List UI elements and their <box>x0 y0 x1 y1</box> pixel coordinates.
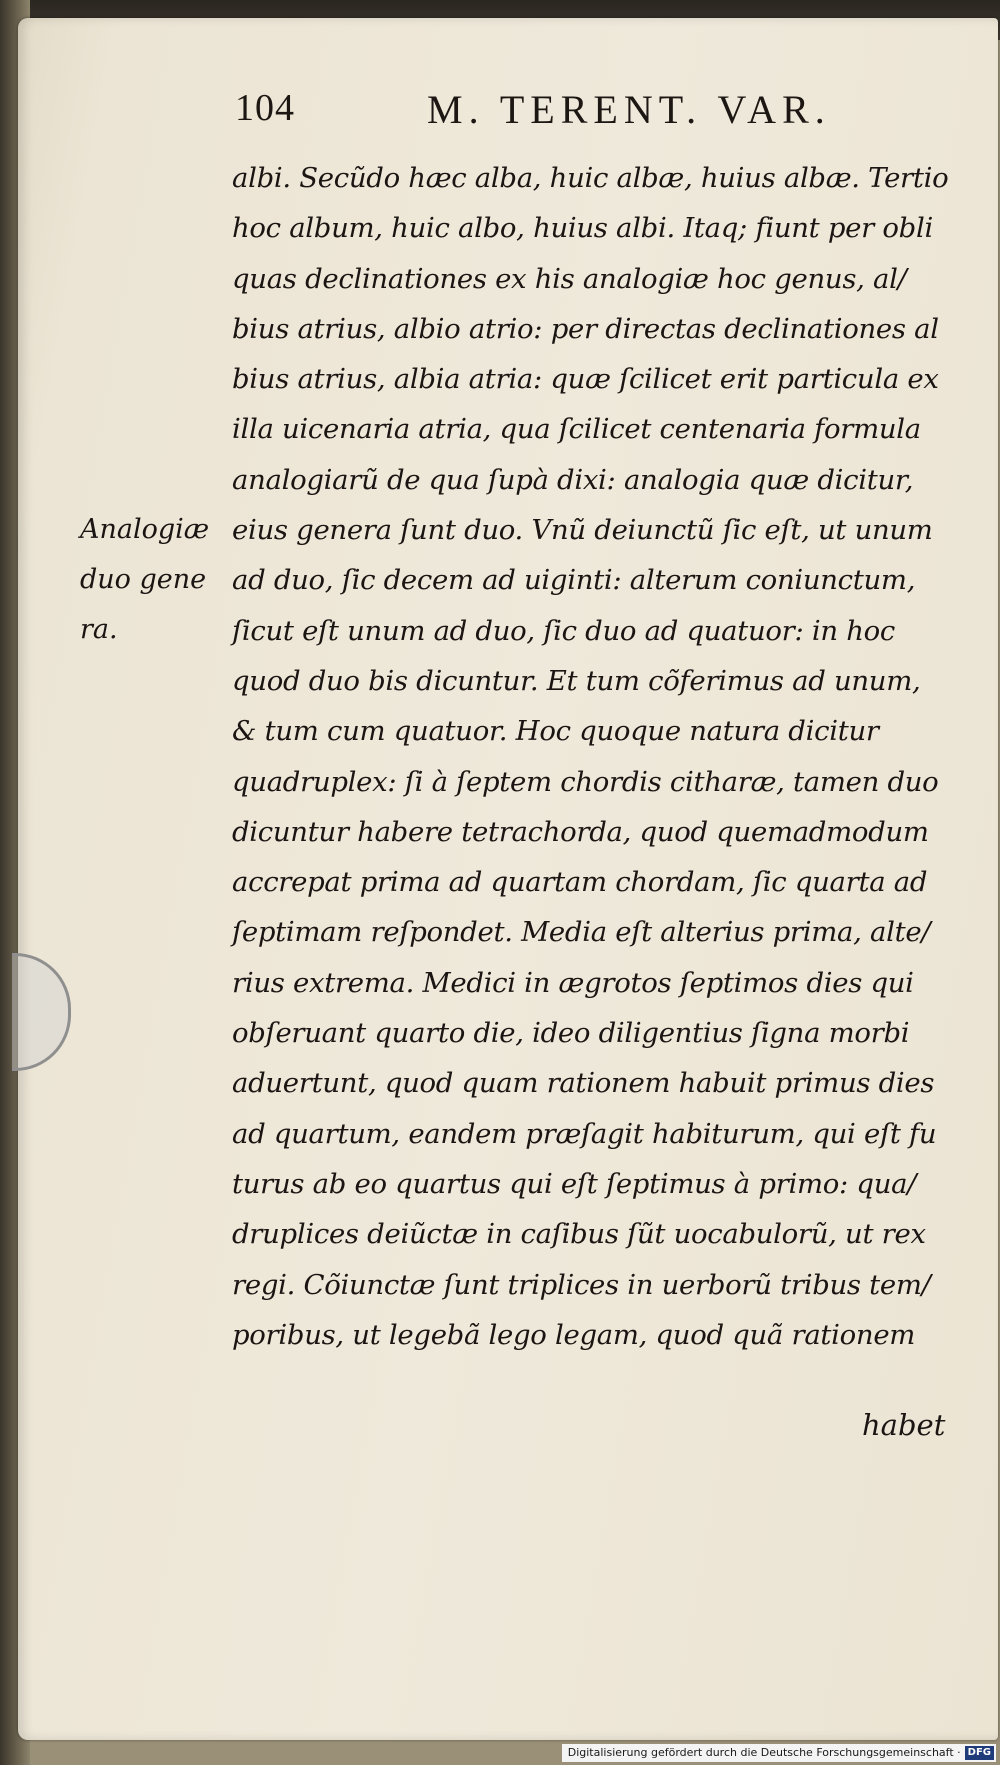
marginal-note-line: ra. <box>80 614 118 645</box>
body-text <box>232 153 962 1360</box>
text-line: quadruplex: ſi à ſeptem chordis citharæ, tamen duo <box>232 765 939 798</box>
text-line: obſeruant quarto die, ideo diligentius ſigna morbi <box>232 1017 910 1050</box>
text-line: regi. Cõiunctæ ſunt triplices in uerborũ tribus tem/ <box>232 1268 931 1301</box>
text-line: rius extrema. Medici in ægrotos ſeptimos dies qui <box>232 966 914 999</box>
footer-text: Digitalisierung gefördert durch die Deutsche Forschungsgemeinschaft · <box>567 1746 961 1759</box>
marginal-note-line: Analogiæ <box>80 514 210 545</box>
text-line: & tum cum quatuor. Hoc quoque natura dicitur <box>232 715 879 748</box>
marginal-note <box>80 505 230 655</box>
text-line: accrepat prima ad quartam chordam, ſic quarta ad <box>232 866 928 899</box>
page-number: 104 <box>235 87 295 129</box>
running-head <box>235 86 865 146</box>
text-line: quod duo bis dicuntur. Et tum cõferimus ad unum, <box>232 664 921 697</box>
text-line: eius genera ſunt duo. Vnũ deiunctũ ſic eſt, ut unum <box>232 514 933 547</box>
text-line: poribus, ut legebã lego legam, quod quã rationem <box>232 1318 916 1351</box>
text-line: ad quartum, eandem præſagit habiturum, qui eſt fu <box>232 1117 937 1150</box>
text-line: hoc album, huic albo, huius albi. Itaq; fiunt per obli <box>232 212 933 245</box>
text-line: turus ab eo quartus qui eſt ſeptimus à primo: qua/ <box>232 1167 917 1200</box>
text-line: albi. Secũdo hæc alba, huic albæ, huius albæ. Tertio <box>232 162 949 194</box>
text-line: ſeptimam reſpondet. Media eſt alterius prima, alte/ <box>232 916 931 949</box>
text-line: dicuntur habere tetrachorda, quod quemadmodum <box>232 815 929 848</box>
text-line: quas declinationes ex his analogiæ hoc genus, al/ <box>232 262 907 295</box>
catchword: habet <box>862 1408 946 1442</box>
text-line: bius atrius, albio atrio: per directas declinationes al <box>232 312 939 345</box>
text-line: druplices deiũctæ in caſibus ſũt uocabulorũ, ut rex <box>232 1218 926 1251</box>
digitization-footer <box>562 1744 996 1762</box>
dfg-logo: DFG <box>965 1746 994 1760</box>
text-line: ad duo, ſic decem ad uiginti: alterum coniunctum, <box>232 564 916 597</box>
marginal-note-line: duo gene <box>80 564 207 595</box>
page-clip <box>12 953 71 1071</box>
text-line: illa uicenaria atria, qua ſcilicet centenaria formula <box>232 413 921 446</box>
text-line: aduertunt, quod quam rationem habuit primus dies <box>232 1067 935 1100</box>
text-line: bius atrius, albia atria: quæ ſcilicet erit particula ex <box>232 363 939 396</box>
running-title: M. TERENT. VAR. <box>427 87 831 132</box>
text-line: ſicut eſt unum ad duo, ſic duo ad quatuor: in hoc <box>232 614 896 647</box>
text-line: analogiarũ de qua ſupà dixi: analogia quæ dicitur, <box>232 463 914 496</box>
